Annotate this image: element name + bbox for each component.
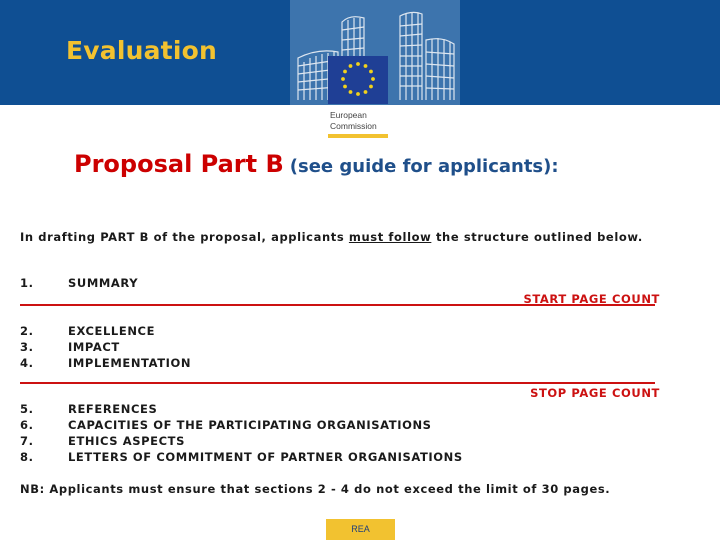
section-label: CAPACITIES OF THE PARTICIPATING ORGANISATIONS <box>68 418 432 432</box>
intro-emphasis: must follow <box>348 230 432 244</box>
section-number: 3. <box>20 340 34 354</box>
section-label: IMPACT <box>68 340 120 354</box>
section-label: IMPLEMENTATION <box>68 356 192 370</box>
section-number: 7. <box>20 434 34 448</box>
section-label: EXCELLENCE <box>68 324 156 338</box>
proposal-title: Proposal Part B <box>74 150 284 178</box>
logo-line-1: European <box>330 110 367 120</box>
section-number: 4. <box>20 356 34 370</box>
section-label: REFERENCES <box>68 402 158 416</box>
eu-star-icon <box>356 62 360 66</box>
page-limit-note: NB: Applicants must ensure that sections 2 - 4 do not exceed the limit of 30 pages. <box>20 482 611 496</box>
start-page-count-label: START PAGE COUNT <box>523 292 660 306</box>
stop-page-count-label: STOP PAGE COUNT <box>530 386 660 400</box>
footer-tag: REA <box>326 519 395 540</box>
section-label: ETHICS ASPECTS <box>68 434 185 448</box>
eu-star-icon <box>343 85 347 89</box>
eu-star-icon <box>349 64 353 68</box>
stop-rule <box>20 382 655 384</box>
eu-flag-building-icon <box>290 0 460 105</box>
intro-before: In drafting PART B of the proposal, applicants <box>20 230 349 244</box>
section-number: 2. <box>20 324 34 338</box>
eu-star-icon <box>356 92 360 96</box>
section-number: 5. <box>20 402 34 416</box>
section-label: SUMMARY <box>68 276 139 290</box>
proposal-subtitle: (see guide for applicants): <box>289 156 559 177</box>
eu-star-icon <box>343 70 347 74</box>
logo-line-2: Commission <box>330 121 377 131</box>
eu-star-icon <box>364 90 368 94</box>
section-number: 6. <box>20 418 34 432</box>
eu-star-icon <box>369 85 373 89</box>
european-commission-logo <box>290 0 460 140</box>
intro-after: the structure outlined below. <box>431 230 643 244</box>
eu-star-icon <box>349 90 353 94</box>
logo-underline <box>328 134 388 138</box>
eu-star-icon <box>364 64 368 68</box>
logo-wordmark <box>330 110 377 132</box>
eu-star-icon <box>371 77 375 81</box>
eu-star-icon <box>341 77 345 81</box>
section-number: 8. <box>20 450 34 464</box>
section-number: 1. <box>20 276 34 290</box>
page-title: Evaluation <box>66 36 217 65</box>
proposal-heading <box>74 150 559 178</box>
eu-star-icon <box>369 70 373 74</box>
guide-intro <box>20 230 665 244</box>
section-label: LETTERS OF COMMITMENT OF PARTNER ORGANISATIONS <box>68 450 463 464</box>
